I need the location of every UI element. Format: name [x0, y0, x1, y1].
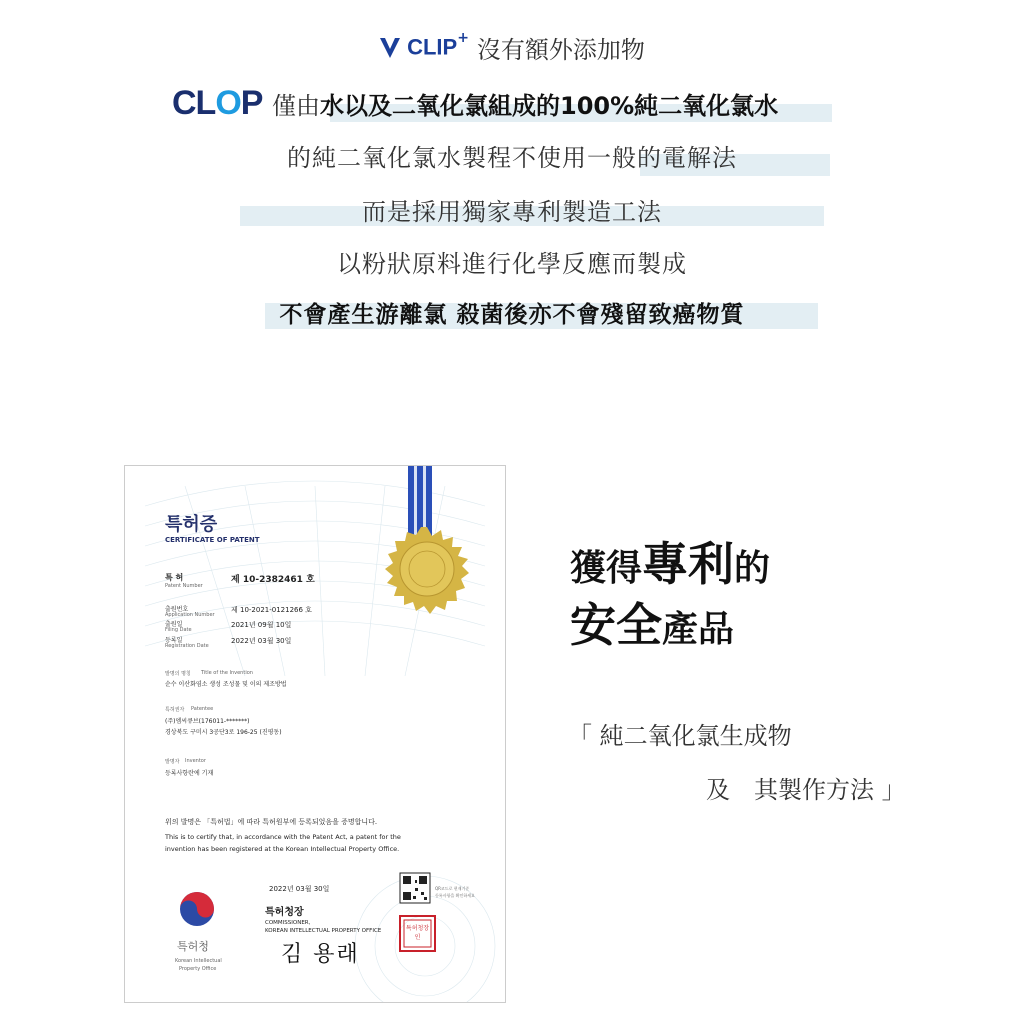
inventor: 등록사항란에 기재	[165, 770, 214, 777]
invention-label-en: Title of the Invention	[201, 670, 253, 676]
cert-title-en: CERTIFICATE OF PATENT	[165, 536, 260, 544]
line-1: 僅由水以及二氧化氯組成的100%純二氧化氯水	[272, 92, 779, 120]
app-label-en: Application Number	[165, 612, 215, 618]
brand-name: CLIP	[407, 34, 458, 60]
line-3: 而是採用獨家專利製造工法	[362, 198, 662, 226]
qr-note-1: QR코드로 현재기준	[435, 886, 470, 891]
invention-title: 순수 이산화염소 생성 조성물 및 이의 제조방법	[165, 681, 287, 688]
office-title: 특허청장	[265, 907, 304, 918]
brand-plus: +	[457, 30, 469, 46]
inventor-label-en: Inventor	[185, 758, 206, 764]
header	[0, 30, 1024, 65]
kipo-en-1: Korean Intellectual	[175, 958, 222, 964]
cert-title: 특허증	[165, 514, 218, 535]
patentee-label: 특허권자	[165, 707, 185, 713]
office-en: KOREAN INTELLECTUAL PROPERTY OFFICE	[265, 928, 382, 934]
red-seal: 특허청장인	[405, 925, 430, 941]
filing-date: 2021년 09월 10일	[231, 621, 292, 629]
kipo-en-2: Property Office	[179, 966, 217, 972]
app-label: 출원번호	[165, 606, 189, 613]
statement-ko: 위의 발명은 「특허법」에 따라 특허원부에 등록되었음을 증명합니다.	[165, 818, 378, 826]
statement-en-1: This is to certify that, in accordance with the Patent Act, a patent for the	[165, 833, 401, 841]
patent-heading: 獲得專利的 安全產品	[570, 537, 771, 652]
issue-date: 2022년 03월 30일	[269, 885, 330, 893]
line-2: 的純二氧化氯水製程不使用一般的電解法	[287, 144, 737, 172]
patent-label: 특 허	[165, 573, 184, 582]
patentee-label-en: Patentee	[191, 706, 214, 712]
clop-logo: CLOP	[172, 84, 263, 122]
line-4: 以粉狀原料進行化學反應而製成	[337, 250, 687, 278]
filing-label: 출원일	[165, 621, 183, 628]
inventor-label: 발명자	[165, 759, 180, 765]
invention-name-line-1: 「 純二氧化氯生成物	[568, 722, 792, 750]
patent-number: 제 10-2382461 호	[231, 575, 315, 585]
invention-name-line-2: 及 其製作方法 」	[706, 776, 906, 804]
reg-label: 등록일	[165, 637, 183, 644]
patentee-address: 경상북도 구미시 3공단3로 196-25 (진평동)	[165, 729, 282, 736]
kipo-name: 특허청	[177, 940, 209, 953]
patent-label-en: Patent Number	[165, 583, 203, 589]
line-5: 不會產生游離氯 殺菌後亦不會殘留致癌物質	[279, 302, 745, 328]
commissioner: COMMISSIONER,	[265, 920, 311, 926]
patentee: (주)엠씨큐브(176011-*******)	[165, 718, 250, 725]
qr-note-2: 등록사항을 확인하세요	[435, 893, 475, 898]
kipo-emblem-icon	[180, 892, 214, 926]
filing-label-en: Filing Date	[165, 627, 192, 633]
invention-label: 발명의 명칭	[165, 671, 191, 677]
signature: 김 용래	[281, 942, 360, 967]
v-logo-icon	[379, 36, 401, 60]
page-title: 沒有額外添加物	[476, 36, 645, 64]
reg-label-en: Registration Date	[165, 643, 209, 649]
qr-code-icon	[400, 873, 430, 903]
app-number: 제 10-2021-0121266 호	[231, 606, 312, 614]
reg-date: 2022년 03월 30일	[231, 637, 292, 645]
statement-en-2: invention has been registered at the Korean Intellectual Property Office.	[165, 845, 400, 853]
patent-certificate	[124, 465, 506, 1003]
